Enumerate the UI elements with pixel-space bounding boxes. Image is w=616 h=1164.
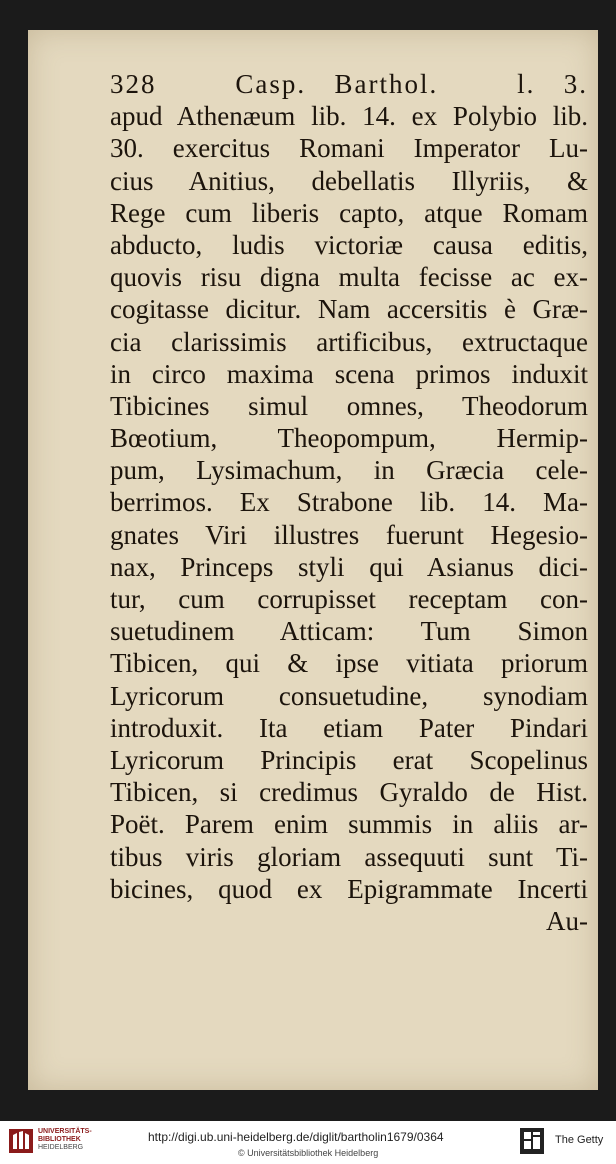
running-header bbox=[110, 68, 588, 100]
text-line-17: suetudinem Atticam: Tum Simon bbox=[110, 616, 588, 647]
library-name: UNIVERSITÄTS- BIBLIOTHEK HEIDELBERG bbox=[38, 1128, 92, 1151]
text-line-13: berrimos. Ex Strabone lib. 14. Ma- bbox=[110, 487, 588, 518]
university-library-logo-icon bbox=[8, 1127, 34, 1155]
text-line-16: tur, cum corrupisset receptam con- bbox=[110, 584, 588, 614]
text-line-1: apud Athenæum lib. 14. ex Polybio lib. bbox=[110, 101, 588, 132]
text-line-6: quovis risu digna multa fecisse ac ex- bbox=[110, 262, 588, 293]
text-line-9: in circo maxima scena primos induxit bbox=[110, 358, 588, 389]
text-line-10: Tibicines simul omnes, Theodorum bbox=[110, 390, 588, 421]
text-line-12: pum, Lysimachum, in Græcia cele- bbox=[110, 455, 588, 486]
text-line-2: 30. exercitus Romani Imperator Lu- bbox=[110, 133, 588, 164]
text-line-3: cius Anitius, debellatis Illyriis, & bbox=[110, 165, 588, 196]
book-marker: l. 3. bbox=[517, 69, 589, 99]
text-line-18: Tibicen, qui & ipse vitiata priorum bbox=[110, 648, 588, 679]
getty-name: The Getty bbox=[555, 1134, 604, 1146]
text-line-22: Tibicen, si credimus Gyraldo de Hist. bbox=[110, 777, 588, 808]
text-line-5: abducto, ludis victoriæ causa editis, bbox=[110, 229, 588, 260]
text-line-23: Poët. Parem enim summis in aliis ar- bbox=[110, 809, 588, 840]
page-text bbox=[110, 68, 588, 937]
page-number: 328 bbox=[110, 69, 157, 99]
text-line-11: Bœotium, Theopompum, Hermip- bbox=[110, 423, 588, 454]
running-title: Casp. Barthol. bbox=[235, 69, 439, 99]
text-line-24: tibus viris gloriam assequuti sunt Ti- bbox=[110, 841, 588, 872]
text-line-19: Lyricorum consuetudine, synodiam bbox=[110, 680, 588, 711]
permalink-url[interactable]: http://digi.ub.uni-heidelberg.de/diglit/bartholin1679/0364 bbox=[148, 1130, 444, 1144]
getty-logo-icon bbox=[519, 1127, 545, 1155]
text-line-15: nax, Princeps styli qui Asianus dici- bbox=[110, 551, 588, 582]
text-line-7: cogitasse dicitur. Nam accersitis è Græ- bbox=[110, 294, 588, 325]
text-line-4: Rege cum liberis capto, atque Romam bbox=[110, 197, 588, 228]
text-line-25: bicines, quod ex Epigrammate Incerti bbox=[110, 873, 588, 904]
copyright-notice: © Universitätsbibliothek Heidelberg bbox=[238, 1148, 379, 1158]
catchword: Au- bbox=[546, 905, 588, 936]
text-line-8: cia clarissimis artificibus, extructaque bbox=[110, 326, 588, 357]
text-line-14: gnates Viri illustres fuerunt Hegesio- bbox=[110, 519, 588, 550]
text-line-20: introduxit. Ita etiam Pater Pindari bbox=[110, 712, 588, 743]
viewer-footer bbox=[0, 1121, 616, 1164]
text-line-21: Lyricorum Principis erat Scopelinus bbox=[110, 744, 588, 775]
